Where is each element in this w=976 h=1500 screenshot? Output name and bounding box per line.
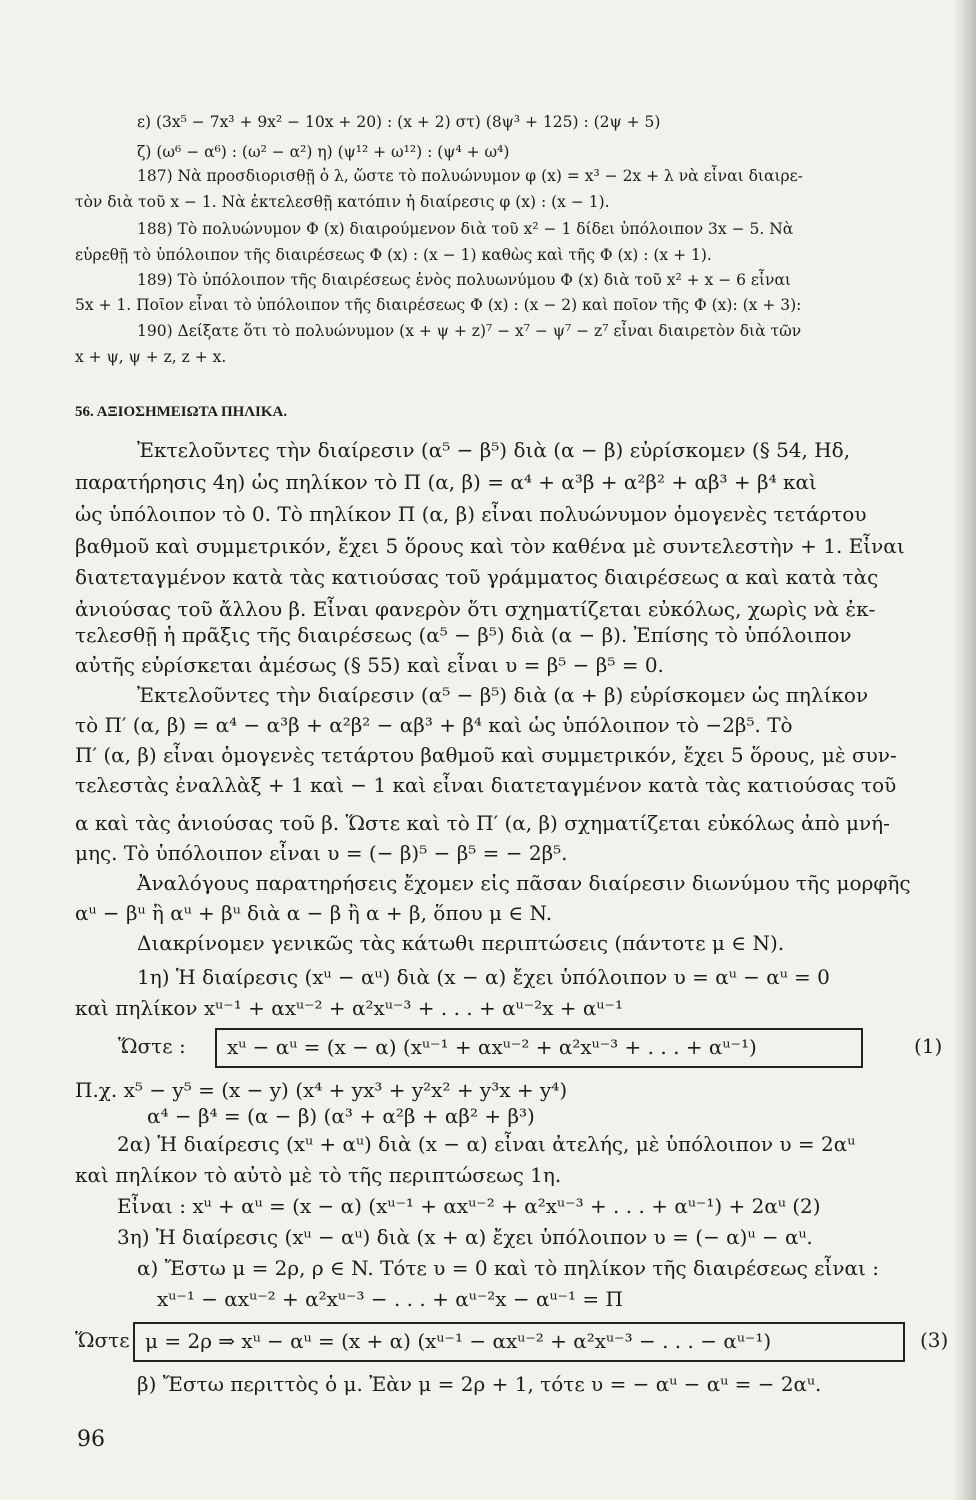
case-3-line2: α) Ἔστω μ = 2ρ, ρ ∈ N. Τότε υ = 0 καὶ τὸ πηλίκον τῆς διαιρέσεως εἶναι : <box>137 1256 879 1280</box>
body-line: Ἐκτελοῦντες τὴν διαίρεσιν (α⁵ − β⁵) διὰ (α + β) εὑρίσκομεν ὡς πηλίκον <box>137 683 869 707</box>
case-2-line3: Εἶναι : xᵘ + αᵘ = (x − α) (xᵘ⁻¹ + αxᵘ⁻² + α²xᵘ⁻³ + . . . + αᵘ⁻¹) + 2αᵘ (2) <box>117 1194 821 1218</box>
exercise-187-line1: 187) Νὰ προσδιορισθῇ ὁ λ, ὥστε τὸ πολυώνυμον φ (x) = x³ − 2x + λ νὰ εἶναι διαιρε- <box>137 167 803 185</box>
body-line: Διακρίνομεν γενικῶς τὰς κάτωθι περιπτώσεις (πάντοτε μ ∈ N). <box>137 931 785 955</box>
exercise-190-line1: 190) Δείξατε ὅτι τὸ πολυώνυμον (x + ψ + z)⁷ − x⁷ − ψ⁷ − z⁷ εἶναι διαιρετὸν διὰ τῶν <box>137 322 802 340</box>
body-line: τελεστὰς ἐναλλὰξ + 1 καὶ − 1 καὶ εἶναι διατεταγμένον κατὰ τὰς κατιούσας τοῦ <box>75 773 897 797</box>
body-line: αᵘ − βᵘ ἢ αᵘ + βᵘ διὰ α − β ἢ α + β, ὅπου μ ∈ N. <box>75 901 553 925</box>
case-2-line2: καὶ πηλίκον τὸ αὐτὸ μὲ τὸ τῆς περιπτώσεως 1η. <box>75 1163 562 1187</box>
formula-1-box <box>215 1028 863 1068</box>
body-line: ἀνιούσας τοῦ ἄλλου β. Εἶναι φανερὸν ὅτι σχηματίζεται εὐκόλως, χωρὶς νὰ ἐκ- <box>75 597 876 621</box>
exercise-190-line2: x + ψ, ψ + z, z + x. <box>75 348 227 366</box>
exercise-189-line1: 189) Τὸ ὑπόλοιπον τῆς διαιρέσεως ἑνὸς πολυωνύμου Φ (x) διὰ τοῦ x² + x − 6 εἶναι <box>137 271 792 289</box>
section-heading: 56. ΑΞΙΟΣΗΜΕΙΩΤΑ ΠΗΛΙΚΑ. <box>75 404 288 420</box>
body-line: βαθμοῦ καὶ συμμετρικόν, ἔχει 5 ὅρους καὶ τὸν καθένα μὲ συντελεστὴν + 1. Εἶναι <box>75 534 905 558</box>
body-line: α καὶ τὰς ἀνιούσας τοῦ β. Ὥστε καὶ τὸ Π′ (α, β) σχηματίζεται εὐκόλως ἀπὸ μνή- <box>75 811 890 835</box>
case-3-beta: β) Ἔστω περιττὸς ὁ μ. Ἐὰν μ = 2ρ + 1, τότε υ = − αᵘ − αᵘ = − 2αᵘ. <box>137 1372 822 1396</box>
example-1: Π.χ. x⁵ − y⁵ = (x − y) (x⁴ + yx³ + y²x² + y³x + y⁴) <box>75 1078 568 1102</box>
exercise-187-line2: τὸν διὰ τοῦ x − 1. Νὰ ἐκτελεσθῇ κατόπιν ἡ διαίρεσις φ (x) : (x − 1). <box>75 193 610 211</box>
page-edge-shadow <box>954 0 976 1500</box>
formula-1: xᵘ − αᵘ = (x − α) (xᵘ⁻¹ + αxᵘ⁻² + α²xᵘ⁻³ + . . . + αᵘ⁻¹) <box>227 1035 757 1059</box>
formula-1-prefix: Ὥστε : <box>118 1034 186 1058</box>
exercise-188-line2: εὑρεθῇ τὸ ὑπόλοιπον τῆς διαιρέσεως Φ (x) : (x − 1) καθὼς καὶ τῆς Φ (x) : (x + 1). <box>75 246 712 264</box>
formula-3: μ = 2ρ ⇒ xᵘ − αᵘ = (x + α) (xᵘ⁻¹ − αxᵘ⁻² + α²xᵘ⁻³ − . . . − αᵘ⁻¹) <box>145 1329 772 1353</box>
formula-1-number: (1) <box>914 1034 943 1058</box>
exercise-z: ζ) (ω⁶ − α⁶) : (ω² − α²) η) (ψ¹² + ω¹²) : (ψ⁴ + ω⁴) <box>137 143 510 161</box>
body-line: τὸ Π′ (α, β) = α⁴ − α³β + α²β² − αβ³ + β⁴ καὶ ὡς ὑπόλοιπον τὸ −2β⁵. Τὸ <box>75 713 793 737</box>
example-2: α⁴ − β⁴ = (α − β) (α³ + α²β + αβ² + β³) <box>147 1104 535 1128</box>
case-3-line3: xᵘ⁻¹ − αxᵘ⁻² + α²xᵘ⁻³ − . . . + αᵘ⁻²x − αᵘ⁻¹ = Π <box>157 1287 623 1311</box>
body-line: μης. Τὸ ὑπόλοιπον εἶναι υ = (− β)⁵ − β⁵ = − 2β⁵. <box>75 841 568 865</box>
body-line: αὐτῆς εὑρίσκεται ἀμέσως (§ 55) καὶ εἶναι υ = β⁵ − β⁵ = 0. <box>75 653 664 677</box>
body-line: Ἐκτελοῦντες τὴν διαίρεσιν (α⁵ − β⁵) διὰ (α − β) εὑρίσκομεν (§ 54, Ηδ, <box>137 438 851 462</box>
formula-3-box <box>133 1322 905 1362</box>
exercise-e: ε) (3x⁵ − 7x³ + 9x² − 10x + 20) : (x + 2) στ) (8ψ³ + 125) : (2ψ + 5) <box>137 113 661 131</box>
exercise-189-line2: 5x + 1. Ποῖον εἶναι τὸ ὑπόλοιπον τῆς διαιρέσεως Φ (x) : (x − 2) καὶ ποῖον τῆς Φ (x): (x + 3): <box>75 296 802 314</box>
body-line: 1η) Ἡ διαίρεσις (xᵘ − αᵘ) διὰ (x − α) ἔχει ὑπόλοιπον υ = αᵘ − αᵘ = 0 <box>137 965 830 989</box>
body-line: Ἀναλόγους παρατηρήσεις ἔχομεν εἰς πᾶσαν διαίρεσιν διωνύμου τῆς μορφῆς <box>137 871 911 895</box>
body-line: Π′ (α, β) εἶναι ὁμογενὲς τετάρτου βαθμοῦ καὶ συμμετρικόν, ἔχει 5 ὅρους, μὲ συν- <box>75 743 897 767</box>
body-line: καὶ πηλίκον xᵘ⁻¹ + αxᵘ⁻² + α²xᵘ⁻³ + . . . + αᵘ⁻²x + αᵘ⁻¹ <box>75 996 623 1020</box>
body-line: τελεσθῇ ἡ πρᾶξις τῆς διαιρέσεως (α⁵ − β⁵) διὰ (α − β). Ἐπίσης τὸ ὑπόλοιπον <box>75 623 852 647</box>
formula-3-prefix: Ὥστε <box>75 1328 130 1352</box>
body-line: διατεταγμένον κατὰ τὰς κατιούσας τοῦ γράμματος διαιρέσεως α καὶ κατὰ τὰς <box>75 565 879 589</box>
body-line: παρατήρησις 4η) ὡς πηλίκον τὸ Π (α, β) = α⁴ + α³β + α²β² + αβ³ + β⁴ καὶ <box>75 470 817 494</box>
case-3-line1: 3η) Ἡ διαίρεσις (xᵘ − αᵘ) διὰ (x + α) ἔχει ὑπόλοιπον υ = (− α)ᵘ − αᵘ. <box>117 1225 813 1249</box>
formula-3-number: (3) <box>920 1328 949 1352</box>
exercise-188-line1: 188) Τὸ πολυώνυμον Φ (x) διαιρούμενον διὰ τοῦ x² − 1 δίδει ὑπόλοιπον 3x − 5. Νὰ <box>137 220 794 238</box>
body-line: ὡς ὑπόλοιπον τὸ 0. Τὸ πηλίκον Π (α, β) εἶναι πολυώνυμον ὁμογενὲς τετάρτου <box>75 502 867 526</box>
case-2-line1: 2α) Ἡ διαίρεσις (xᵘ + αᵘ) διὰ (x − α) εἶναι ἀτελής, μὲ ὑπόλοιπον υ = 2αᵘ <box>117 1132 856 1156</box>
page-number: 96 <box>77 1427 105 1452</box>
